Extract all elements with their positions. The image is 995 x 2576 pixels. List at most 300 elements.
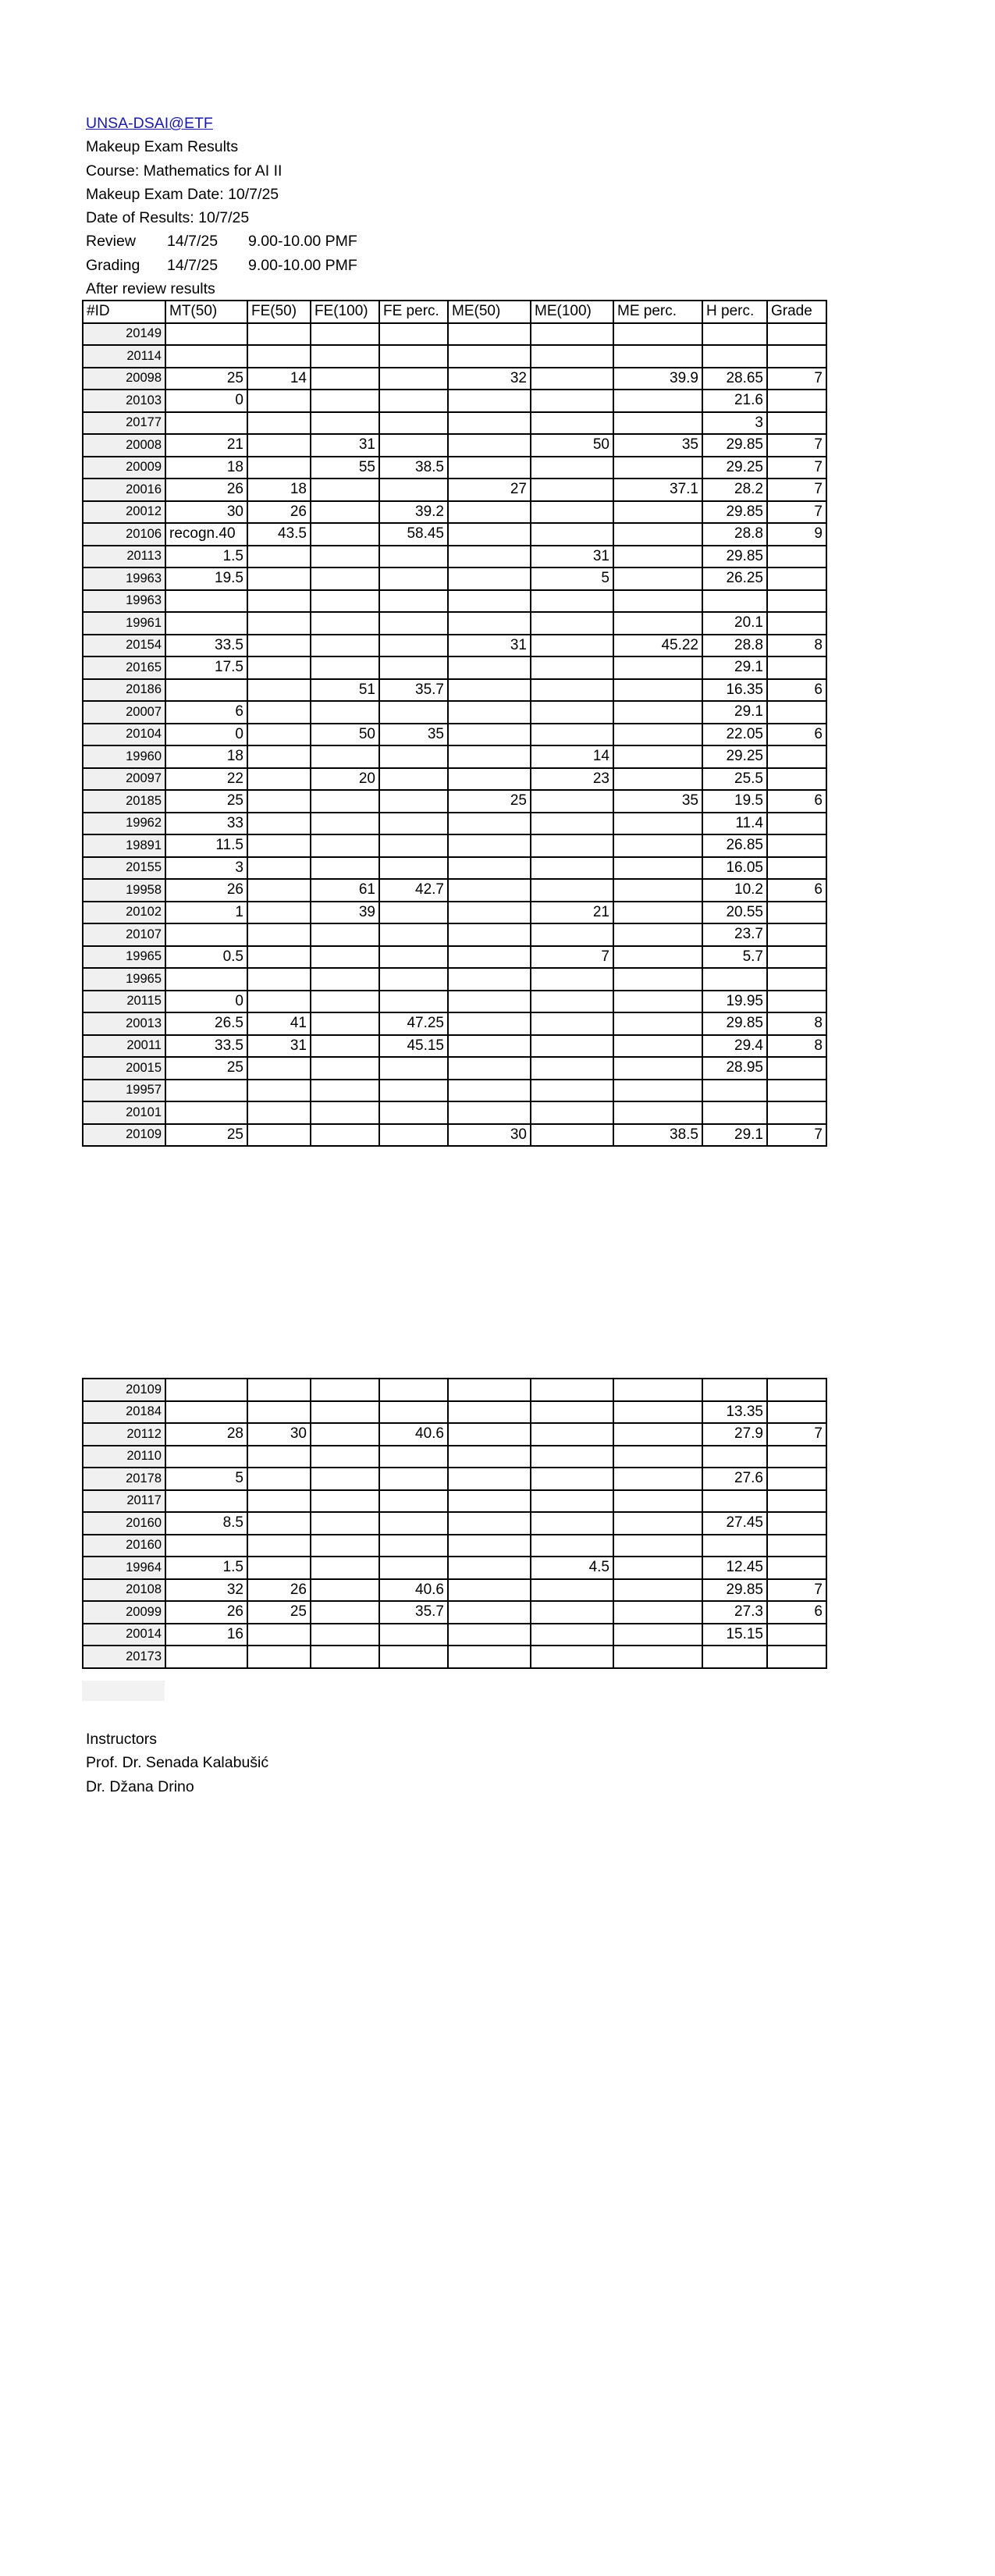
score-cell xyxy=(613,656,702,679)
score-cell: 55 xyxy=(311,457,379,479)
table-row xyxy=(83,1535,826,1557)
score-cell xyxy=(247,568,311,590)
score-cell xyxy=(613,1080,702,1102)
score-cell: 25 xyxy=(448,790,531,813)
score-cell: 35 xyxy=(379,724,448,746)
score-cell xyxy=(247,968,311,991)
score-cell xyxy=(311,701,379,724)
score-cell xyxy=(247,1446,311,1468)
instructor-name: Dr. Džana Drino xyxy=(86,1777,194,1795)
table-row xyxy=(83,323,826,346)
score-cell: 7 xyxy=(531,946,613,969)
score-cell: 31 xyxy=(448,635,531,657)
student-id-cell: 20109 xyxy=(83,1124,165,1147)
score-cell xyxy=(247,946,311,969)
score-cell xyxy=(531,879,613,902)
score-cell xyxy=(165,1535,247,1557)
student-id-cell: 20008 xyxy=(83,434,165,457)
score-cell xyxy=(247,991,311,1013)
score-cell: 6 xyxy=(165,701,247,724)
score-cell xyxy=(247,1490,311,1513)
score-cell: 20.55 xyxy=(702,902,767,924)
table-row xyxy=(83,813,826,835)
score-cell xyxy=(379,368,448,390)
student-id-cell: 20184 xyxy=(83,1401,165,1424)
score-cell xyxy=(767,902,826,924)
score-cell xyxy=(613,1624,702,1646)
score-cell: 51 xyxy=(311,679,379,702)
score-cell: 6 xyxy=(767,1601,826,1624)
score-cell: 29.85 xyxy=(702,434,767,457)
score-cell xyxy=(379,1124,448,1147)
student-id-cell: 20173 xyxy=(83,1646,165,1668)
score-cell xyxy=(767,1512,826,1535)
score-cell: 3 xyxy=(702,412,767,435)
review-date: 14/7/25 xyxy=(167,233,219,251)
score-cell xyxy=(448,1646,531,1668)
score-cell: 40.6 xyxy=(379,1579,448,1602)
score-cell xyxy=(613,546,702,568)
score-cell xyxy=(247,745,311,768)
score-cell xyxy=(247,1624,311,1646)
score-cell: 6 xyxy=(767,879,826,902)
table-row xyxy=(83,1446,826,1468)
score-cell xyxy=(247,345,311,368)
student-id-cell: 20108 xyxy=(83,1579,165,1602)
score-cell xyxy=(702,1379,767,1401)
score-cell xyxy=(448,902,531,924)
col-header: FE perc. xyxy=(379,301,448,323)
score-cell: 5 xyxy=(165,1468,247,1490)
student-id-cell: 20112 xyxy=(83,1423,165,1446)
score-cell xyxy=(311,412,379,435)
score-cell xyxy=(702,1446,767,1468)
score-cell xyxy=(613,724,702,746)
table-row xyxy=(83,1057,826,1080)
score-cell xyxy=(613,1535,702,1557)
score-cell xyxy=(702,1490,767,1513)
score-cell xyxy=(379,1490,448,1513)
score-cell xyxy=(531,923,613,946)
score-cell xyxy=(247,813,311,835)
score-cell: 21.6 xyxy=(702,390,767,412)
score-cell xyxy=(767,1379,826,1401)
student-id-cell: 20015 xyxy=(83,1057,165,1080)
score-cell: 7 xyxy=(767,434,826,457)
score-cell xyxy=(247,701,311,724)
score-cell xyxy=(767,768,826,791)
score-cell xyxy=(379,323,448,346)
score-cell: 21 xyxy=(531,902,613,924)
score-cell: 38.5 xyxy=(613,1124,702,1147)
score-cell xyxy=(247,1379,311,1401)
score-cell: 20 xyxy=(311,768,379,791)
student-id-cell: 20185 xyxy=(83,790,165,813)
score-cell: 26 xyxy=(247,1579,311,1602)
score-cell xyxy=(448,345,531,368)
score-cell xyxy=(247,1468,311,1490)
score-cell xyxy=(311,1490,379,1513)
student-id-cell: 20149 xyxy=(83,323,165,346)
score-cell xyxy=(379,745,448,768)
score-cell xyxy=(531,1101,613,1124)
review-time: 9.00-10.00 PMF xyxy=(248,233,357,251)
score-cell xyxy=(311,479,379,501)
document-title: Makeup Exam Results xyxy=(86,138,239,156)
score-cell xyxy=(448,501,531,524)
score-cell xyxy=(448,412,531,435)
score-cell xyxy=(379,1646,448,1668)
score-cell: 29.85 xyxy=(702,1579,767,1602)
score-cell xyxy=(379,434,448,457)
score-cell: 28.8 xyxy=(702,523,767,546)
score-cell: recogn.40 xyxy=(165,523,247,546)
grading-label: Grading xyxy=(86,256,140,274)
student-id-cell: 20014 xyxy=(83,1624,165,1646)
score-cell xyxy=(702,1101,767,1124)
student-id-cell: 20165 xyxy=(83,656,165,679)
score-cell xyxy=(767,923,826,946)
score-cell: 47.25 xyxy=(379,1012,448,1035)
score-cell: 19.5 xyxy=(165,568,247,590)
score-cell xyxy=(448,1490,531,1513)
score-cell: 7 xyxy=(767,479,826,501)
table-row xyxy=(83,612,826,635)
score-cell: 26 xyxy=(247,501,311,524)
score-cell xyxy=(379,1468,448,1490)
score-cell: 35.7 xyxy=(379,1601,448,1624)
score-cell xyxy=(247,679,311,702)
document-header xyxy=(86,112,357,301)
score-cell xyxy=(379,902,448,924)
score-cell xyxy=(311,656,379,679)
score-cell: 50 xyxy=(531,434,613,457)
score-cell xyxy=(613,523,702,546)
score-cell: 28.2 xyxy=(702,479,767,501)
col-header: ME perc. xyxy=(613,301,702,323)
score-cell: 0 xyxy=(165,390,247,412)
score-cell xyxy=(531,1379,613,1401)
score-cell xyxy=(379,968,448,991)
score-cell xyxy=(613,1401,702,1424)
score-cell: 35.7 xyxy=(379,679,448,702)
score-cell xyxy=(379,345,448,368)
score-cell: 29.85 xyxy=(702,1012,767,1035)
score-cell: 29.85 xyxy=(702,546,767,568)
student-id-cell: 20109 xyxy=(83,1379,165,1401)
score-cell: 40.6 xyxy=(379,1423,448,1446)
score-cell: 0 xyxy=(165,724,247,746)
score-cell xyxy=(613,1012,702,1035)
score-cell xyxy=(531,1057,613,1080)
score-cell xyxy=(247,879,311,902)
score-cell xyxy=(531,968,613,991)
score-cell xyxy=(613,1646,702,1668)
score-cell xyxy=(531,412,613,435)
table-row xyxy=(83,745,826,768)
score-cell xyxy=(165,1379,247,1401)
score-cell xyxy=(247,612,311,635)
student-id-cell: 20160 xyxy=(83,1512,165,1535)
score-cell xyxy=(613,412,702,435)
table-row xyxy=(83,1468,826,1490)
score-cell xyxy=(311,323,379,346)
score-cell xyxy=(531,857,613,880)
table-row xyxy=(83,724,826,746)
score-cell xyxy=(613,968,702,991)
score-cell xyxy=(613,345,702,368)
table-row xyxy=(83,1423,826,1446)
score-cell xyxy=(448,1101,531,1124)
score-cell xyxy=(165,1446,247,1468)
score-cell xyxy=(767,857,826,880)
score-cell xyxy=(448,745,531,768)
score-cell xyxy=(531,612,613,635)
student-id-cell: 20186 xyxy=(83,679,165,702)
score-cell: 26 xyxy=(165,879,247,902)
student-id-cell: 19957 xyxy=(83,1080,165,1102)
score-cell xyxy=(379,590,448,613)
score-cell: 7 xyxy=(767,457,826,479)
score-cell xyxy=(247,1057,311,1080)
score-cell: 1.5 xyxy=(165,546,247,568)
score-cell xyxy=(613,1490,702,1513)
score-cell xyxy=(531,1124,613,1147)
score-cell xyxy=(767,968,826,991)
col-header: MT(50) xyxy=(165,301,247,323)
score-cell: 10.2 xyxy=(702,879,767,902)
score-cell xyxy=(247,923,311,946)
score-cell xyxy=(448,1468,531,1490)
score-cell xyxy=(531,1512,613,1535)
table-row xyxy=(83,412,826,435)
score-cell: 18 xyxy=(165,457,247,479)
score-cell xyxy=(165,590,247,613)
score-cell xyxy=(767,1557,826,1579)
score-cell xyxy=(448,390,531,412)
score-cell xyxy=(531,790,613,813)
col-header: ME(100) xyxy=(531,301,613,323)
score-cell xyxy=(311,1035,379,1058)
score-cell xyxy=(165,923,247,946)
score-cell: 20.1 xyxy=(702,612,767,635)
score-cell xyxy=(702,968,767,991)
score-cell xyxy=(702,1646,767,1668)
score-cell xyxy=(613,902,702,924)
score-cell: 8 xyxy=(767,1035,826,1058)
student-id-cell: 20113 xyxy=(83,546,165,568)
score-cell: 27.6 xyxy=(702,1468,767,1490)
score-cell xyxy=(379,1101,448,1124)
student-id-cell: 20097 xyxy=(83,768,165,791)
score-cell: 35 xyxy=(613,434,702,457)
review-label: Review xyxy=(86,233,136,251)
student-id-cell: 20106 xyxy=(83,523,165,546)
score-cell xyxy=(767,1057,826,1080)
table-row xyxy=(83,479,826,501)
score-cell xyxy=(448,1057,531,1080)
score-cell xyxy=(247,1101,311,1124)
table-row xyxy=(83,1101,826,1124)
score-cell xyxy=(531,1012,613,1035)
score-cell xyxy=(613,834,702,857)
score-cell xyxy=(531,323,613,346)
table-row xyxy=(83,1646,826,1668)
score-cell xyxy=(311,790,379,813)
score-cell xyxy=(448,679,531,702)
results-table-page1 xyxy=(82,300,827,1147)
score-cell xyxy=(311,1557,379,1579)
score-cell: 18 xyxy=(165,745,247,768)
student-id-cell: 20007 xyxy=(83,701,165,724)
instructors-heading: Instructors xyxy=(86,1731,158,1748)
score-cell xyxy=(613,1557,702,1579)
score-cell: 11.4 xyxy=(702,813,767,835)
student-id-cell: 20013 xyxy=(83,1012,165,1035)
score-cell: 29.85 xyxy=(702,501,767,524)
score-cell xyxy=(311,745,379,768)
score-cell xyxy=(311,1401,379,1424)
score-cell xyxy=(311,635,379,657)
score-cell xyxy=(311,1579,379,1602)
score-cell xyxy=(613,612,702,635)
score-cell xyxy=(247,1124,311,1147)
after-review-note: After review results xyxy=(86,280,215,298)
score-cell xyxy=(165,968,247,991)
score-cell xyxy=(613,991,702,1013)
student-id-cell: 19961 xyxy=(83,612,165,635)
score-cell xyxy=(767,590,826,613)
score-cell xyxy=(531,635,613,657)
score-cell xyxy=(448,857,531,880)
score-cell: 22 xyxy=(165,768,247,791)
score-cell: 0.5 xyxy=(165,946,247,969)
score-cell: 39 xyxy=(311,902,379,924)
score-cell xyxy=(702,1080,767,1102)
score-cell: 43.5 xyxy=(247,523,311,546)
score-cell xyxy=(247,768,311,791)
score-cell xyxy=(311,345,379,368)
score-cell xyxy=(165,679,247,702)
score-cell: 23 xyxy=(531,768,613,791)
score-cell: 7 xyxy=(767,501,826,524)
score-cell xyxy=(613,1379,702,1401)
score-cell xyxy=(311,1379,379,1401)
score-cell xyxy=(165,1101,247,1124)
student-id-cell: 20012 xyxy=(83,501,165,524)
score-cell xyxy=(767,701,826,724)
score-cell: 25 xyxy=(247,1601,311,1624)
score-cell xyxy=(767,946,826,969)
student-id-cell: 20160 xyxy=(83,1535,165,1557)
score-cell xyxy=(165,323,247,346)
score-cell xyxy=(379,1512,448,1535)
score-cell xyxy=(448,1601,531,1624)
score-cell: 25 xyxy=(165,1057,247,1080)
score-cell xyxy=(311,834,379,857)
score-cell xyxy=(379,1624,448,1646)
score-cell xyxy=(767,1080,826,1102)
score-cell xyxy=(311,1446,379,1468)
score-cell: 25 xyxy=(165,368,247,390)
score-cell: 25 xyxy=(165,790,247,813)
score-cell xyxy=(311,1646,379,1668)
score-cell xyxy=(448,1379,531,1401)
table-row xyxy=(83,590,826,613)
score-cell: 39.2 xyxy=(379,501,448,524)
score-cell: 27.9 xyxy=(702,1423,767,1446)
score-cell xyxy=(379,790,448,813)
score-cell xyxy=(311,390,379,412)
score-cell xyxy=(311,1012,379,1035)
table-row xyxy=(83,523,826,546)
score-cell: 29.1 xyxy=(702,1124,767,1147)
score-cell: 1 xyxy=(165,902,247,924)
score-cell xyxy=(379,412,448,435)
score-cell xyxy=(702,1535,767,1557)
course-line: Course: Mathematics for AI II xyxy=(86,162,283,180)
unsa-dsai-link[interactable]: UNSA-DSAI@ETF xyxy=(86,115,213,132)
score-cell xyxy=(247,590,311,613)
score-cell xyxy=(311,568,379,590)
score-cell xyxy=(613,1035,702,1058)
score-cell xyxy=(531,679,613,702)
score-cell xyxy=(613,1057,702,1080)
score-cell: 16.35 xyxy=(702,679,767,702)
score-cell xyxy=(531,590,613,613)
score-cell xyxy=(311,1512,379,1535)
score-cell xyxy=(531,834,613,857)
score-cell xyxy=(311,857,379,880)
results-date-line: Date of Results: 10/7/25 xyxy=(86,209,250,227)
score-cell: 8 xyxy=(767,635,826,657)
score-cell xyxy=(311,1468,379,1490)
score-cell xyxy=(448,1535,531,1557)
score-cell: 6 xyxy=(767,790,826,813)
score-cell xyxy=(531,390,613,412)
score-cell xyxy=(311,1124,379,1147)
table-row xyxy=(83,1012,826,1035)
score-cell xyxy=(448,1557,531,1579)
score-cell xyxy=(767,834,826,857)
table-row xyxy=(83,368,826,390)
score-cell: 32 xyxy=(165,1579,247,1602)
table-row xyxy=(83,635,826,657)
score-cell: 18 xyxy=(247,479,311,501)
table-row xyxy=(83,1601,826,1624)
score-cell xyxy=(247,902,311,924)
score-cell xyxy=(311,1601,379,1624)
score-cell xyxy=(531,1624,613,1646)
score-cell xyxy=(311,590,379,613)
score-cell: 14 xyxy=(531,745,613,768)
score-cell xyxy=(531,501,613,524)
score-cell xyxy=(379,946,448,969)
score-cell xyxy=(448,768,531,791)
student-id-cell: 20110 xyxy=(83,1446,165,1468)
table-row xyxy=(83,857,826,880)
table-row xyxy=(83,1512,826,1535)
table-row xyxy=(83,701,826,724)
score-cell xyxy=(311,813,379,835)
score-cell xyxy=(311,368,379,390)
score-cell xyxy=(247,1512,311,1535)
score-cell: 29.1 xyxy=(702,701,767,724)
score-cell xyxy=(247,323,311,346)
student-id-cell: 19964 xyxy=(83,1557,165,1579)
score-cell xyxy=(311,1535,379,1557)
student-id-cell: 19965 xyxy=(83,968,165,991)
